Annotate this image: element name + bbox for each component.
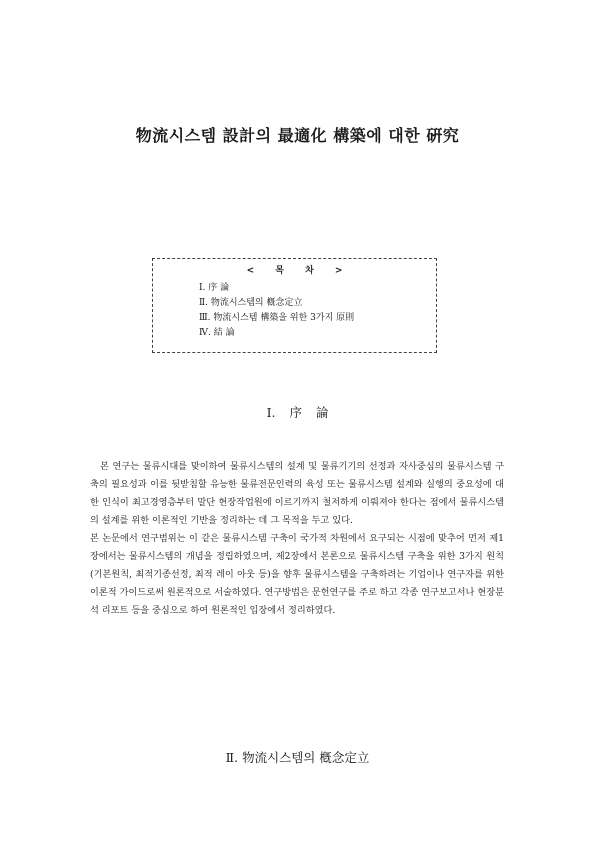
toc-item: Ⅳ. 結 論 <box>199 328 235 338</box>
section-heading-concept: Ⅱ. 物流시스템의 槪念定立 <box>225 750 370 765</box>
introduction-body <box>90 458 504 620</box>
toc-list <box>199 281 354 341</box>
paragraph: 본 연구는 물류시대를 맞이하여 물류시스템의 설계 및 물류기기의 선정과 자사중심의 물류시스템 구축의 필요성과 이를 뒷받침할 유능한 물류전문인력의 육성 또는 물류시스템 설계와 실행의 중요성에 대한 인식이 최고경영층부터 말단 현장작업원에 이르기까지 철저하게 이뤄져야 한다는 점에서 물류시스템의 설계를 위한 이론적인 기반을 정리하는 데 그 목적을 두고 있다. <box>90 461 504 526</box>
document-title: 物流시스템 設計의 最適化 構築에 대한 硏究 <box>135 126 460 145</box>
paragraph: 본 논문에서 연구범위는 이 같은 물류시스템 구축이 국가적 차원에서 요구되는 시점에 맞추어 먼저 제1장에서는 물류시스템의 개념을 정립하였으며, 제2장에서 본론으로 물류시스템 구축을 위한 3가지 원칙(기본원칙, 최적기종선정, 최적 레이 아웃 등)을 향후 물류시스템을 구축하려는 기업이나 연구자를 위한 이론적 가이드로써 원론적으로 서술하였다. 연구방법은 문헌연구를 주로 하고 각종 연구보고서나 현장분석 리포트 등을 중심으로 하여 원론적인 입장에서 정리하였다. <box>90 533 504 616</box>
toc-heading: < 목 차 > <box>246 266 343 276</box>
toc-item: Ⅱ. 物流시스템의 槪念定立 <box>199 298 303 308</box>
toc-item: Ⅲ. 物流시스템 構築을 위한 3가지 原則 <box>199 313 355 323</box>
section-heading-introduction: Ⅰ. 序 論 <box>266 405 329 420</box>
table-of-contents-box <box>152 258 437 353</box>
toc-item: Ⅰ. 序 論 <box>199 283 230 293</box>
